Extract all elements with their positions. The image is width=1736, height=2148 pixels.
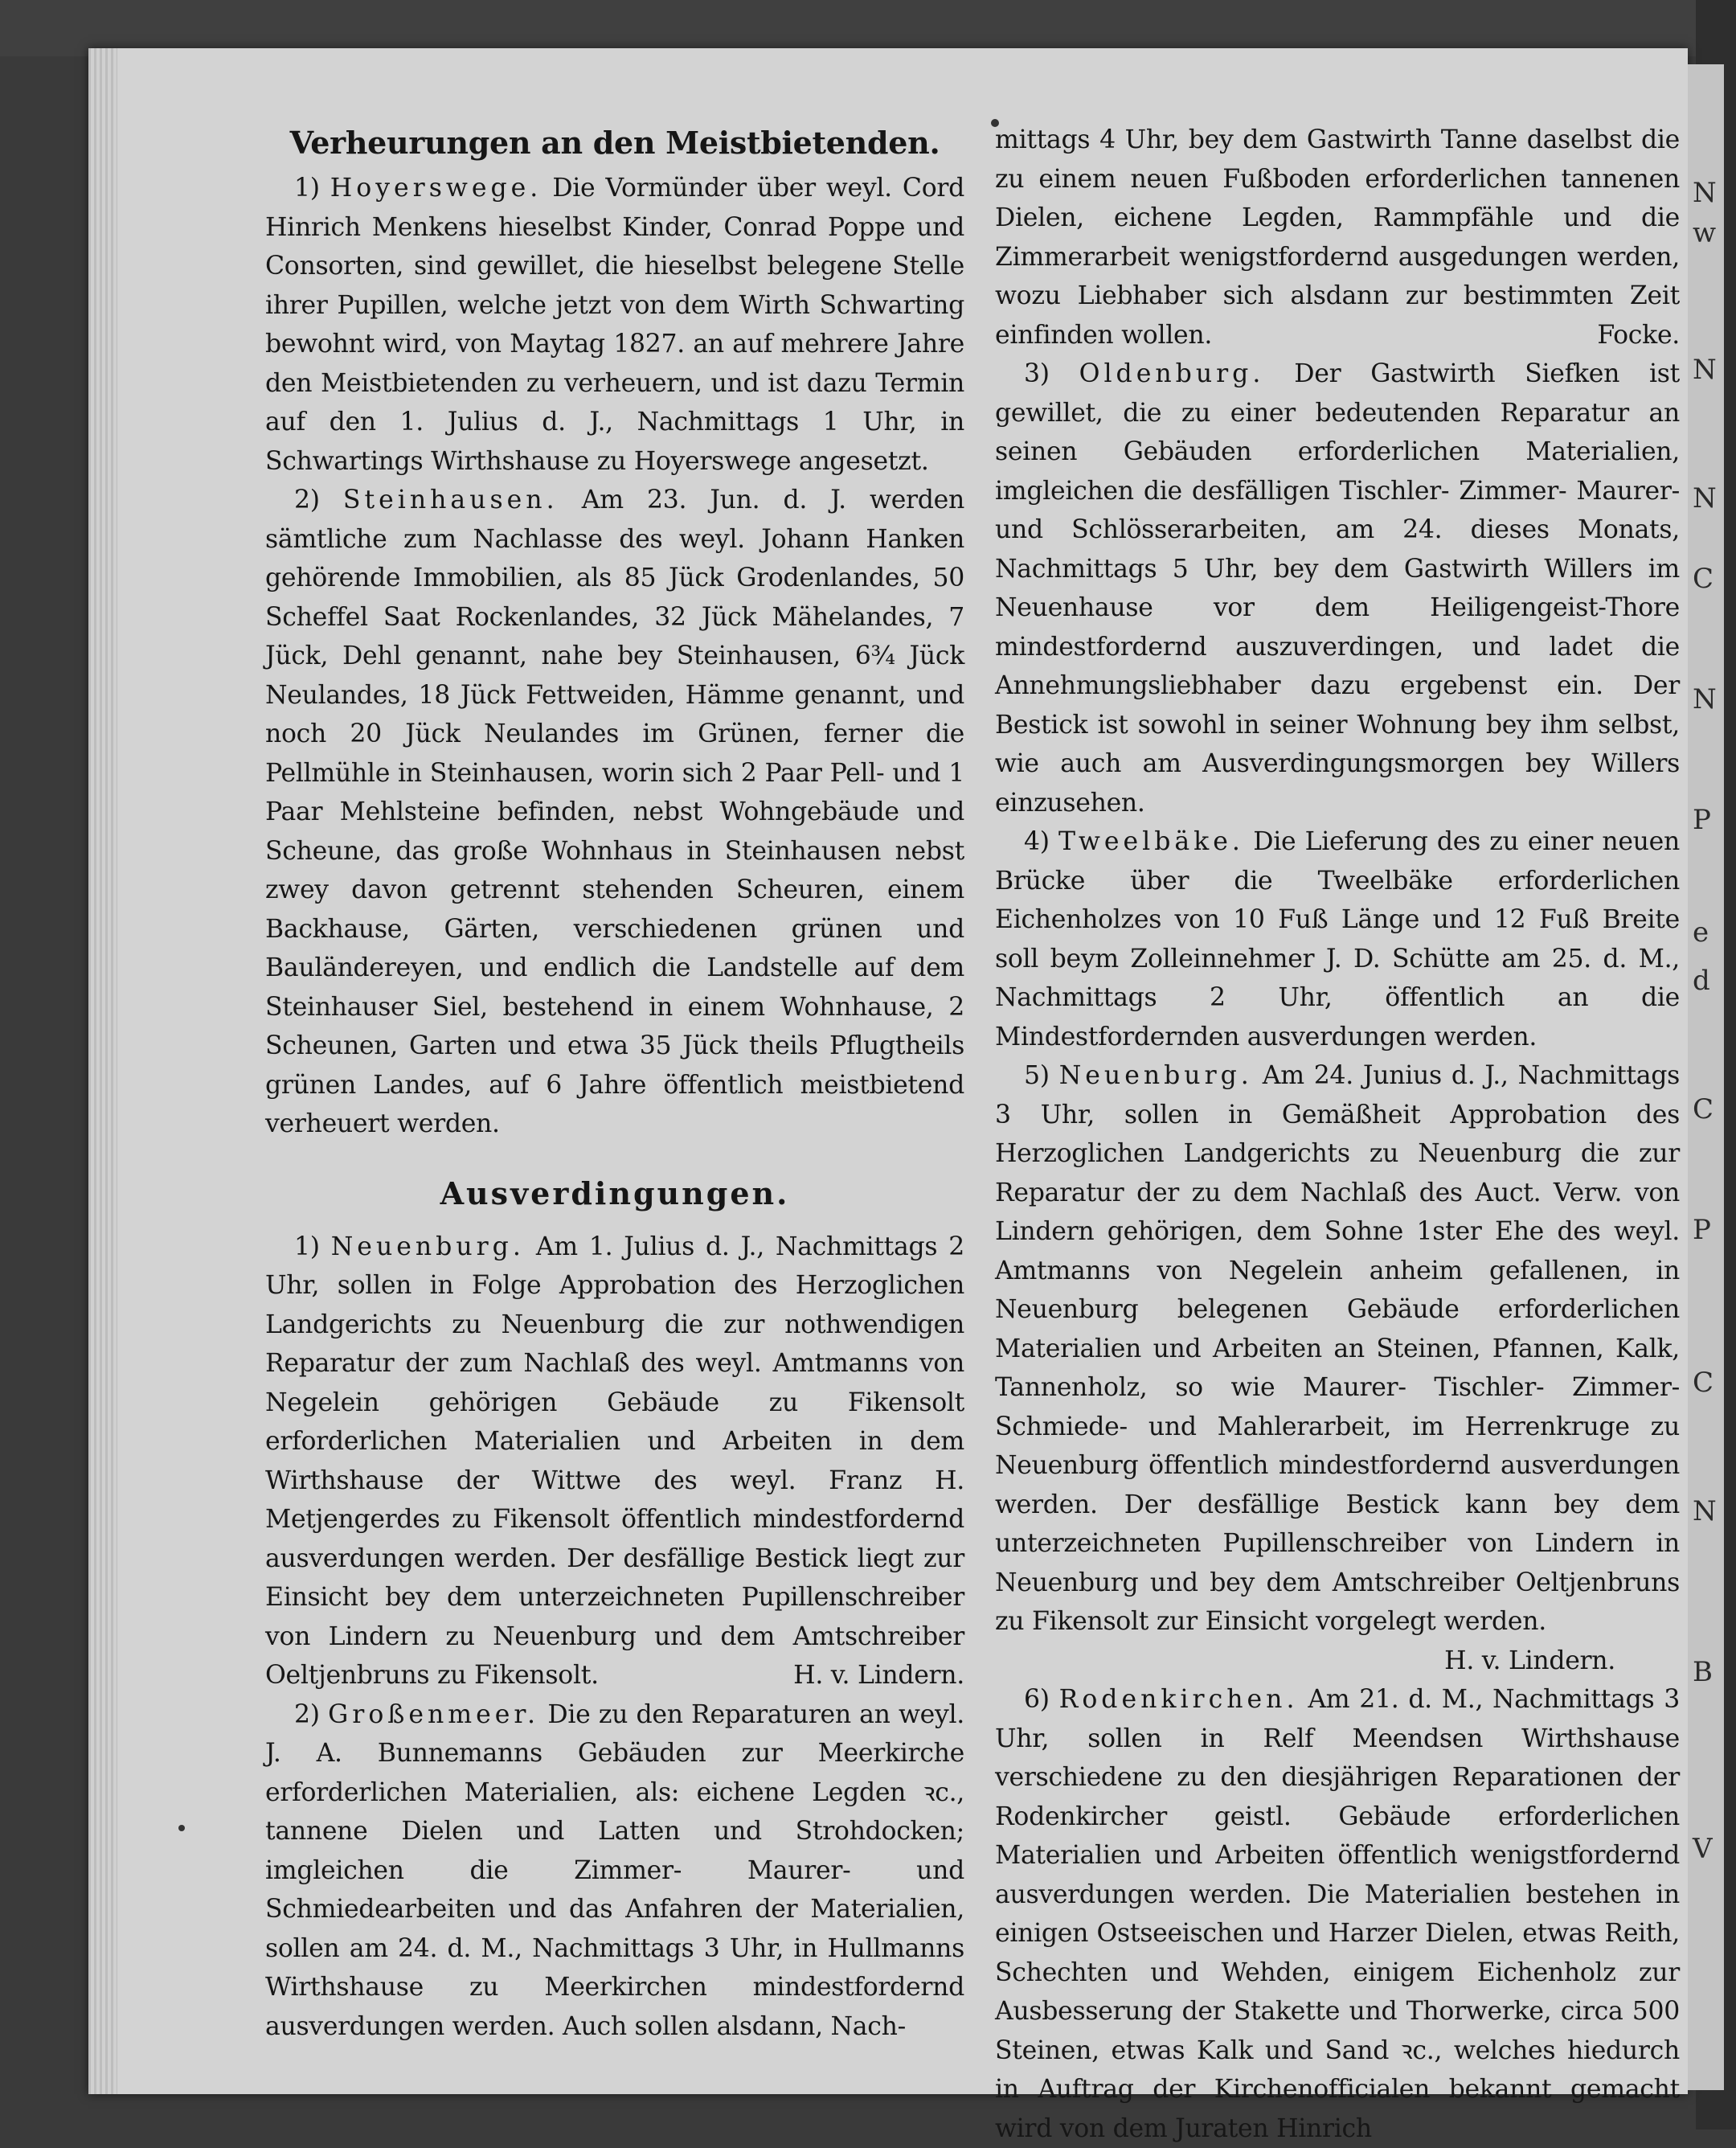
notice-number: 4) bbox=[1024, 827, 1050, 856]
notice-signature: H. v. Lindern. bbox=[1444, 1646, 1615, 1675]
notice-contract-6 bbox=[995, 1680, 1680, 2148]
section-heading-contracts: Ausverdingungen. bbox=[440, 1174, 790, 1211]
notice-number: 6) bbox=[1024, 1685, 1050, 1714]
notice-contract-3 bbox=[995, 355, 1680, 822]
notice-text: Die zu den Reparaturen an weyl. J. A. Bunnemanns Gebäuden zur Meerkirche erforderlichen Materialien, als: eichene Legden ꝛc., tannene Dielen und Latten und Strohdocken; imgleichen die Zimmer- Maurer- und Schmiedearbeiten und das Anfahren der Materialien, sollen am 24. d. M., Nachmittags 3 Uhr, in Hullmanns Wirthshause zu Meerkirchen mindestfordernd ausverdungen werden. Auch sollen alsdann, Nach- bbox=[265, 1699, 965, 2041]
next-page-fragment: N bbox=[1693, 177, 1717, 209]
next-page-fragment: e bbox=[1693, 916, 1709, 949]
next-page-fragment: C bbox=[1693, 563, 1714, 595]
left-column bbox=[265, 121, 964, 2046]
next-page-fragment: N bbox=[1693, 482, 1717, 514]
notice-place: Hoyerswege. bbox=[330, 174, 542, 203]
notice-place: Neuenburg. bbox=[1058, 1061, 1253, 1090]
page-edge bbox=[88, 48, 117, 2094]
notice-continuation bbox=[995, 121, 1680, 355]
notice-text: mittags 4 Uhr, bey dem Gastwirth Tanne daselbst die zu einem neuen Fußboden erforderlichen tannenen Dielen, eichene Legden, Rammpfähle und die Zimmerarbeit wenigstfordernd ausgedungen werden, wozu Liebhaber sich alsdann zur bestimmten Zeit einfinden wollen. bbox=[995, 125, 1680, 350]
notice-lease-1 bbox=[265, 169, 964, 481]
notice-contract-4 bbox=[995, 822, 1680, 1056]
notice-contract-2 bbox=[265, 1695, 964, 2047]
notice-lease-2 bbox=[265, 481, 964, 1144]
next-page-fragment: B bbox=[1693, 1656, 1713, 1688]
next-page-fragment: N bbox=[1693, 354, 1717, 386]
right-column bbox=[995, 121, 1680, 2148]
notice-text: Am 23. Jun. d. J. werden sämtliche zum Nachlasse des weyl. Johann Hanken gehörende Immobilien, als 85 Jück Grodenlandes, 50 Scheffel Saat Rockenlandes, 32 Jück Mähelandes, 7 Jück, Dehl genannt, nahe bey Steinhausen, 6¾ Jück Neulandes, 18 Jück Fettweiden, Hämme genannt, und noch 20 Jück Neulandes im Grünen, ferner die Pellmühle in Steinhausen, worin sich 2 Paar Pell- und 1 Paar Mehlsteine befinden, nebst Wohngebäude und Scheune, das große Wohnhaus in Steinhausen nebst zwey davon getrennt stehenden Scheuren, einem Backhause, Gärten, verschiedenen grünen und Bauländereyen, und endlich die Landstelle auf dem Steinhauser Siel, bestehend in einem Wohnhause, 2 Scheunen, Garten und etwa 35 Jück theils Pflugtheils grünen Landes, auf 6 Jahre öffentlich meistbietend verheuert werden. bbox=[265, 486, 964, 1138]
notice-place: Oldenburg. bbox=[1079, 359, 1265, 388]
notice-text: Am 24. Junius d. J., Nachmittags 3 Uhr, sollen in Gemäßheit Approbation des Herzoglichen Landgerichts zu Neuenburg die zur Reparatur der zu dem Nachlaß des Auct. Verw. von Lindern gehörigen, dem Sohne 1ster Ehe des weyl. Amtmanns von Negelein anheim gefallenen, in Neuenburg belegenen Gebäude erforderlichen Materialien und Arbeiten an Steinen, Pfannen, Kalk, Tannenholz, so wie Maurer- Tischler- Zimmer- Schmiede- und Mahlerarbeit, im Herrenkruge zu Neuenburg öffentlich mindestfordernd ausverdungen werden. Der desfällige Bestick kann bey dem unterzeichneten Pupillenschreiber von Lindern in Neuenburg und bey dem Amtschreiber Oeltjenbruns zu Fikensolt zur Einsicht vorgelegt werden. bbox=[995, 1061, 1680, 1636]
notice-number: 3) bbox=[1024, 359, 1050, 388]
next-page-fragment: C bbox=[1693, 1093, 1714, 1125]
next-page-fragment: P bbox=[1693, 1214, 1711, 1246]
notice-number: 1) bbox=[294, 1232, 320, 1261]
notice-text: Am 1. Julius d. J., Nachmittags 2 Uhr, sollen in Folge Approbation des Herzoglichen Landgerichts zu Neuenburg die zur nothwendigen Reparatur der zum Nachlaß des weyl. Amtmanns von Negelein gehörigen Gebäude zu Fikensolt erforderlichen Materialien und Arbeiten in dem Wirthshause der Wittwe des weyl. Franz H. Metjengerdes zu Fikensolt öffentlich mindestfordernd ausverdungen werden. Der desfällige Bestick liegt zur Einsicht bey dem unterzeichneten Pupillenschreiber von Lindern zu Neuenburg und dem Amtschreiber Oeltjenbruns zu Fikensolt. bbox=[265, 1232, 964, 1690]
next-page-fragment: N bbox=[1693, 1495, 1717, 1527]
notice-place: Neuenburg. bbox=[330, 1232, 525, 1261]
notice-signature: H. v. Lindern. bbox=[793, 1661, 964, 1690]
next-page-fragment: P bbox=[1693, 804, 1711, 836]
section-heading-leases: Verheurungen an den Meistbietenden. bbox=[289, 125, 940, 161]
next-page-fragment: N bbox=[1693, 683, 1717, 715]
next-page-fragment: V bbox=[1693, 1833, 1713, 1865]
notice-text: Der Gastwirth Siefken ist gewillet, die zu einer bedeutenden Reparatur an seinen Gebäuden erforderlichen Materialien, imgleichen die desfälligen Tischler- Zimmer- Maurer- und Schlösserarbeiten, am 24. dieses Monats, Nachmittags 5 Uhr, bey dem Gastwirth Willers im Neuenhause vor dem Heiligengeist-Thore mindestfordernd auszuverdingen, und ladet die Annehmungsliebhaber dazu ergebenst ein. Der Bestick ist sowohl in seiner Wohnung bey ihm selbst, wie auch am Ausverdingungsmorgen bey Willers einzusehen. bbox=[995, 359, 1681, 818]
notice-place: Großenmeer. bbox=[328, 1699, 540, 1729]
notice-number: 5) bbox=[1024, 1061, 1050, 1090]
notice-text: Am 21. d. M., Nachmittags 3 Uhr, sollen in Relf Meendsen Wirthshause verschiedene zu den diesjährigen Reparationen der Rodenkircher geistl. Gebäude erforderlichen Materialien und Arbeiten öffentlich wenigstfordernd ausverdungen werden. Die Materialien bestehen in einigen Ostseeischen und Harzer Dielen, etwas Reith, Schechten und Wehden, einigem Eichenholz zur Ausbesserung der Stakette und Thorwerke, circa 500 Steinen, etwas Kalk und Sand ꝛc., welches hiedurch in Auftrag der Kirchenofficialen bekannt gemacht wird von dem Juraten Hinrich bbox=[995, 1685, 1680, 2143]
notice-text: Die Lieferung des zu einer neuen Brücke über die Tweelbäke erforderlichen Eichenholzes von 10 Fuß Länge und 12 Fuß Breite soll beym Zolleinnehmer J. D. Schütte am 25. d. M., Nachmittags 2 Uhr, öffentlich an die Mindestfordernden ausverdungen werden. bbox=[995, 827, 1680, 1051]
print-speck bbox=[178, 1825, 185, 1831]
notice-contract-1 bbox=[265, 1228, 964, 1695]
notice-place: Tweelbäke. bbox=[1058, 827, 1244, 856]
next-page-fragment: C bbox=[1693, 1367, 1714, 1399]
notice-number: 2) bbox=[294, 1699, 320, 1729]
notice-number: 1) bbox=[294, 174, 320, 203]
notice-text: Die Vormünder über weyl. Cord Hinrich Menkens hieselbst Kinder, Conrad Poppe und Consorten, sind gewillet, die hieselbst belegene Stelle ihrer Pupillen, welche jetzt von dem Wirth Schwarting bewohnt wird, von Maytag 1827. an auf mehrere Jahre den Meistbietenden zu verheuern, und ist dazu Termin auf den 1. Julius d. J., Nachmittags 1 Uhr, in Schwartings Wirthshause zu Hoyerswege angesetzt. bbox=[265, 174, 964, 476]
notice-place: Steinhausen. bbox=[342, 486, 559, 514]
notice-place: Rodenkirchen. bbox=[1058, 1685, 1299, 1714]
notice-number: 2) bbox=[294, 486, 320, 514]
next-page-fragment: w bbox=[1693, 217, 1717, 249]
next-page-strip bbox=[1688, 64, 1724, 2090]
notice-contract-5 bbox=[995, 1056, 1680, 1642]
notice-signature: Focke. bbox=[1597, 320, 1680, 350]
next-page-fragment: d bbox=[1693, 965, 1710, 997]
